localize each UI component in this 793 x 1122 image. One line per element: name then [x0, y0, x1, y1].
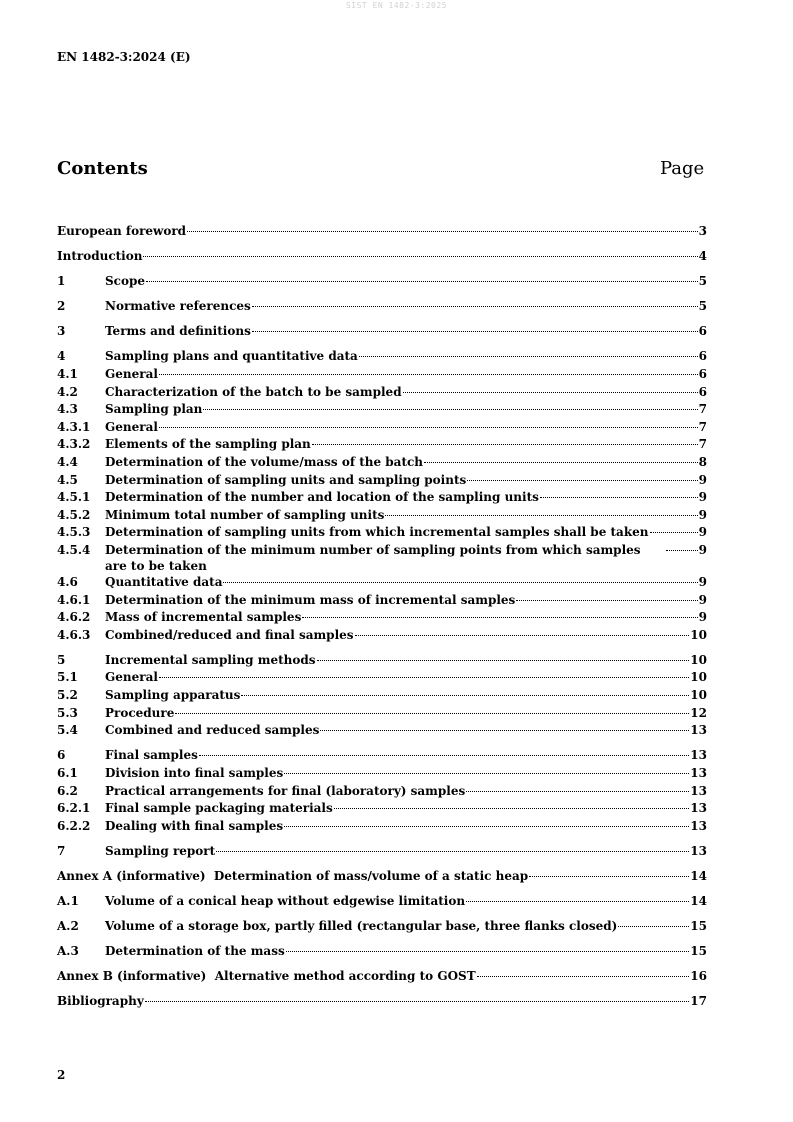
toc-entry-title: Dealing with final samples [105, 818, 284, 833]
toc-entry-number: A.1 [57, 894, 79, 908]
toc-entry[interactable] [57, 943, 707, 961]
toc-entry-number: A.3 [57, 944, 79, 959]
toc-entry-title: Annex B (informative) Alternative method according to GOST [57, 969, 476, 984]
dot-leader [477, 976, 690, 977]
toc-entry-page: 13 [690, 843, 707, 858]
toc-entry[interactable] [57, 298, 707, 316]
toc-entry[interactable] [57, 687, 707, 705]
toc-entry-number: 4.6.1 [57, 592, 91, 607]
toc-entry-title: Combined/reduced and final samples [105, 627, 354, 642]
toc-entry-number: 4.6 [57, 575, 78, 589]
toc-entry[interactable] [57, 524, 707, 542]
toc-entry-page: 9 [698, 610, 707, 625]
toc-entry-title: Volume of a storage box, partly filled (rectangular base, three flanks closed) [105, 919, 618, 934]
toc-entry[interactable] [57, 843, 707, 861]
dot-leader [302, 617, 697, 618]
dot-leader [334, 808, 690, 809]
toc-entry-page: 12 [690, 705, 707, 720]
watermark: SIST EN 1482-3:2025 [345, 1, 447, 10]
toc-entry-page: 9 [698, 543, 707, 557]
toc-entry[interactable] [57, 722, 707, 740]
toc-entry-number: 4.3.2 [57, 437, 91, 452]
toc-entry-number: 4.6.2 [57, 610, 91, 625]
dot-leader [403, 392, 698, 393]
toc-entry-title: Elements of the sampling plan [105, 437, 311, 452]
toc-entry-title: Incremental sampling methods [105, 652, 316, 667]
dot-leader [317, 660, 690, 661]
dot-leader [159, 677, 689, 678]
toc-entry-page: 14 [690, 868, 707, 883]
toc-entry-number: 4.1 [57, 367, 78, 382]
toc-entry-number: A.2 [57, 919, 79, 934]
toc-entry[interactable] [57, 419, 707, 437]
toc-entry-page: 14 [690, 894, 707, 908]
dot-leader [618, 926, 689, 927]
dot-leader [175, 713, 689, 714]
toc-entry-number: 4.6.3 [57, 627, 91, 642]
toc-entry-title: Volume of a conical heap without edgewise limitation [105, 894, 466, 908]
toc-entry[interactable] [57, 800, 707, 818]
toc-entry[interactable] [57, 323, 707, 341]
toc-entry-title: General [105, 670, 158, 685]
toc-entry-number: 5.4 [57, 723, 78, 738]
toc-entry[interactable] [57, 384, 707, 402]
dot-leader [216, 851, 689, 852]
toc-entry-page: 13 [690, 723, 707, 738]
toc-entry-number: 4.5 [57, 472, 78, 487]
contents-title: Contents [57, 158, 148, 179]
dot-leader [529, 876, 689, 877]
toc-entry[interactable] [57, 366, 707, 384]
toc-entry-page: 10 [690, 627, 707, 642]
toc-entry-title: Determination of the minimum number of sampling points from which samples are to be taken [105, 543, 641, 573]
toc-entry[interactable] [57, 627, 707, 645]
toc-entry-title: Scope [105, 274, 146, 289]
toc-entry-title: Mass of incremental samples [105, 610, 302, 625]
toc-entry-number: 6 [57, 748, 66, 763]
toc-entry-page: 13 [690, 801, 707, 816]
toc-entry-number: 5.2 [57, 688, 78, 703]
toc-entry-title: Sampling apparatus [105, 688, 241, 703]
toc-entry-page: 9 [698, 525, 707, 540]
toc-entry-page: 9 [698, 490, 707, 505]
toc-entry-page: 13 [690, 818, 707, 833]
toc-entry-title: Determination of the number and location of the sampling units [105, 490, 539, 505]
dot-leader [650, 532, 698, 533]
toc-entry[interactable] [57, 401, 707, 419]
toc-entry[interactable] [57, 652, 707, 670]
dot-leader [241, 695, 689, 696]
dot-leader [359, 356, 698, 357]
toc-entry-title: Combined and reduced samples [105, 723, 320, 738]
toc-entry-number: 3 [57, 324, 66, 339]
toc-entry-page: 13 [690, 765, 707, 780]
dot-leader [355, 635, 690, 636]
toc-entry-number: 4.5.4 [57, 543, 91, 557]
toc-entry-title: Procedure [105, 705, 175, 720]
toc-entry-title: Division into final samples [105, 765, 284, 780]
toc-entry[interactable] [57, 609, 707, 627]
page-column-label: Page [660, 158, 705, 179]
toc-entry[interactable] [57, 747, 707, 765]
toc-entry[interactable] [57, 783, 707, 801]
toc-entry-page: 13 [690, 748, 707, 763]
toc-entry-page: 7 [698, 437, 707, 452]
toc-entry-page: 6 [698, 324, 707, 339]
toc-entry-title: General [105, 419, 158, 434]
toc-entry[interactable] [57, 273, 707, 291]
toc-entry-title: Final sample packaging materials [105, 801, 333, 816]
toc-entry-title: Determination of sampling units and sampling points [105, 472, 467, 487]
toc-entry-title: Characterization of the batch to be sampled [105, 384, 402, 399]
dot-leader [159, 374, 698, 375]
dot-leader [312, 444, 698, 445]
dot-leader [203, 409, 697, 410]
toc-entry-number: 4.4 [57, 455, 78, 470]
dot-leader [466, 901, 689, 902]
toc-entry-page: 13 [690, 783, 707, 798]
toc-entry-number: 1 [57, 274, 66, 289]
toc-entry[interactable] [57, 507, 707, 525]
toc-entry-title: Annex A (informative) Determination of mass/volume of a static heap [57, 868, 529, 883]
toc-entry[interactable] [57, 223, 707, 241]
toc-entry-number: 5.1 [57, 670, 78, 685]
toc-entry[interactable] [57, 993, 707, 1011]
page-number: 2 [57, 1068, 66, 1082]
toc-entry-number: 6.1 [57, 765, 78, 780]
toc-entry-page: 10 [690, 670, 707, 685]
table-of-contents [57, 223, 707, 1011]
toc-entry-page: 5 [698, 299, 707, 314]
toc-entry[interactable] [57, 574, 707, 592]
dot-leader [385, 515, 697, 516]
toc-entry-page: 8 [698, 455, 707, 470]
document-id: EN 1482-3:2024 (E) [57, 50, 191, 64]
dot-leader [143, 256, 697, 257]
toc-entry-page: 5 [698, 274, 707, 289]
toc-entry-number: 4.3 [57, 402, 78, 417]
toc-entry-title: Final samples [105, 748, 198, 763]
toc-entry-page: 9 [698, 472, 707, 487]
dot-leader [284, 773, 689, 774]
toc-entry[interactable] [57, 454, 707, 472]
toc-entry-title: Practical arrangements for final (laboratory) samples [105, 783, 466, 798]
toc-entry-title: Determination of the volume/mass of the batch [105, 455, 424, 470]
toc-entry[interactable] [57, 542, 707, 574]
toc-entry-number: 6.2.2 [57, 818, 91, 833]
dot-leader [199, 755, 689, 756]
toc-entry-page: 9 [698, 592, 707, 607]
toc-entry-number: 4.5.1 [57, 490, 91, 505]
toc-entry[interactable] [57, 918, 707, 936]
toc-entry-title: Sampling plan [105, 402, 203, 417]
dot-leader [284, 826, 689, 827]
toc-entry-number: 7 [57, 843, 66, 858]
toc-entry-title: Determination of sampling units from which incremental samples shall be taken [105, 525, 649, 540]
toc-entry-number: 5 [57, 652, 66, 667]
toc-entry-page: 6 [698, 349, 707, 364]
toc-entry-title: Quantitative data [105, 575, 223, 589]
toc-entry[interactable] [57, 248, 707, 266]
toc-entry-number: 6.2 [57, 783, 78, 798]
dot-leader [540, 497, 698, 498]
toc-entry-title: Bibliography [57, 994, 144, 1009]
toc-entry[interactable] [57, 818, 707, 836]
dot-leader [187, 231, 698, 232]
dot-leader [223, 582, 697, 583]
toc-entry-title: Introduction [57, 249, 143, 264]
toc-entry[interactable] [57, 592, 707, 610]
dot-leader [145, 1001, 690, 1002]
toc-entry-title: Normative references [105, 299, 251, 314]
toc-entry[interactable] [57, 893, 707, 911]
dot-leader [286, 951, 690, 952]
toc-entry[interactable] [57, 472, 707, 490]
toc-entry-page: 4 [698, 249, 707, 264]
toc-entry-page: 16 [690, 969, 707, 984]
toc-entry-number: 6.2.1 [57, 801, 91, 816]
toc-entry-title: Sampling plans and quantitative data [105, 349, 358, 364]
toc-entry-number: 4 [57, 349, 66, 364]
toc-entry[interactable] [57, 348, 707, 366]
toc-entry-page: 7 [698, 402, 707, 417]
toc-entry[interactable] [57, 489, 707, 507]
toc-entry-title: Sampling report [105, 843, 216, 858]
dot-leader [252, 331, 698, 332]
toc-entry[interactable] [57, 669, 707, 687]
toc-entry-number: 5.3 [57, 705, 78, 720]
dot-leader [320, 730, 689, 731]
dot-leader [466, 791, 689, 792]
toc-entry[interactable] [57, 436, 707, 454]
toc-entry[interactable] [57, 868, 707, 886]
toc-entry-title: General [105, 367, 158, 382]
toc-entry-number: 4.2 [57, 384, 78, 399]
toc-entry-page: 10 [690, 688, 707, 703]
toc-entry[interactable] [57, 968, 707, 986]
toc-entry-title: Terms and definitions [105, 324, 251, 339]
dot-leader [146, 281, 698, 282]
toc-entry-page: 17 [690, 994, 707, 1009]
toc-entry-page: 7 [698, 419, 707, 434]
toc-entry-number: 4.5.2 [57, 507, 91, 522]
toc-entry[interactable] [57, 705, 707, 723]
dot-leader [467, 480, 697, 481]
toc-entry-title: Determination of the minimum mass of incremental samples [105, 592, 516, 607]
toc-entry-page: 3 [698, 224, 707, 238]
toc-entry-page: 6 [698, 384, 707, 399]
toc-entry-page: 9 [698, 507, 707, 522]
toc-entry-page: 9 [698, 575, 707, 589]
dot-leader [516, 600, 697, 601]
dot-leader [424, 462, 698, 463]
toc-entry-number: 2 [57, 299, 66, 314]
toc-entry-number: 4.5.3 [57, 525, 91, 540]
toc-entry-page: 6 [698, 367, 707, 382]
toc-entry[interactable] [57, 765, 707, 783]
toc-entry-page: 10 [690, 652, 707, 667]
dot-leader [666, 550, 698, 551]
dot-leader [159, 427, 698, 428]
toc-entry-number: 4.3.1 [57, 419, 91, 434]
toc-entry-title: European foreword [57, 224, 187, 238]
toc-entry-page: 15 [690, 944, 707, 959]
toc-entry-title: Determination of the mass [105, 944, 285, 959]
dot-leader [252, 306, 698, 307]
toc-entry-title: Minimum total number of sampling units [105, 507, 385, 522]
toc-entry-page: 15 [690, 919, 707, 934]
